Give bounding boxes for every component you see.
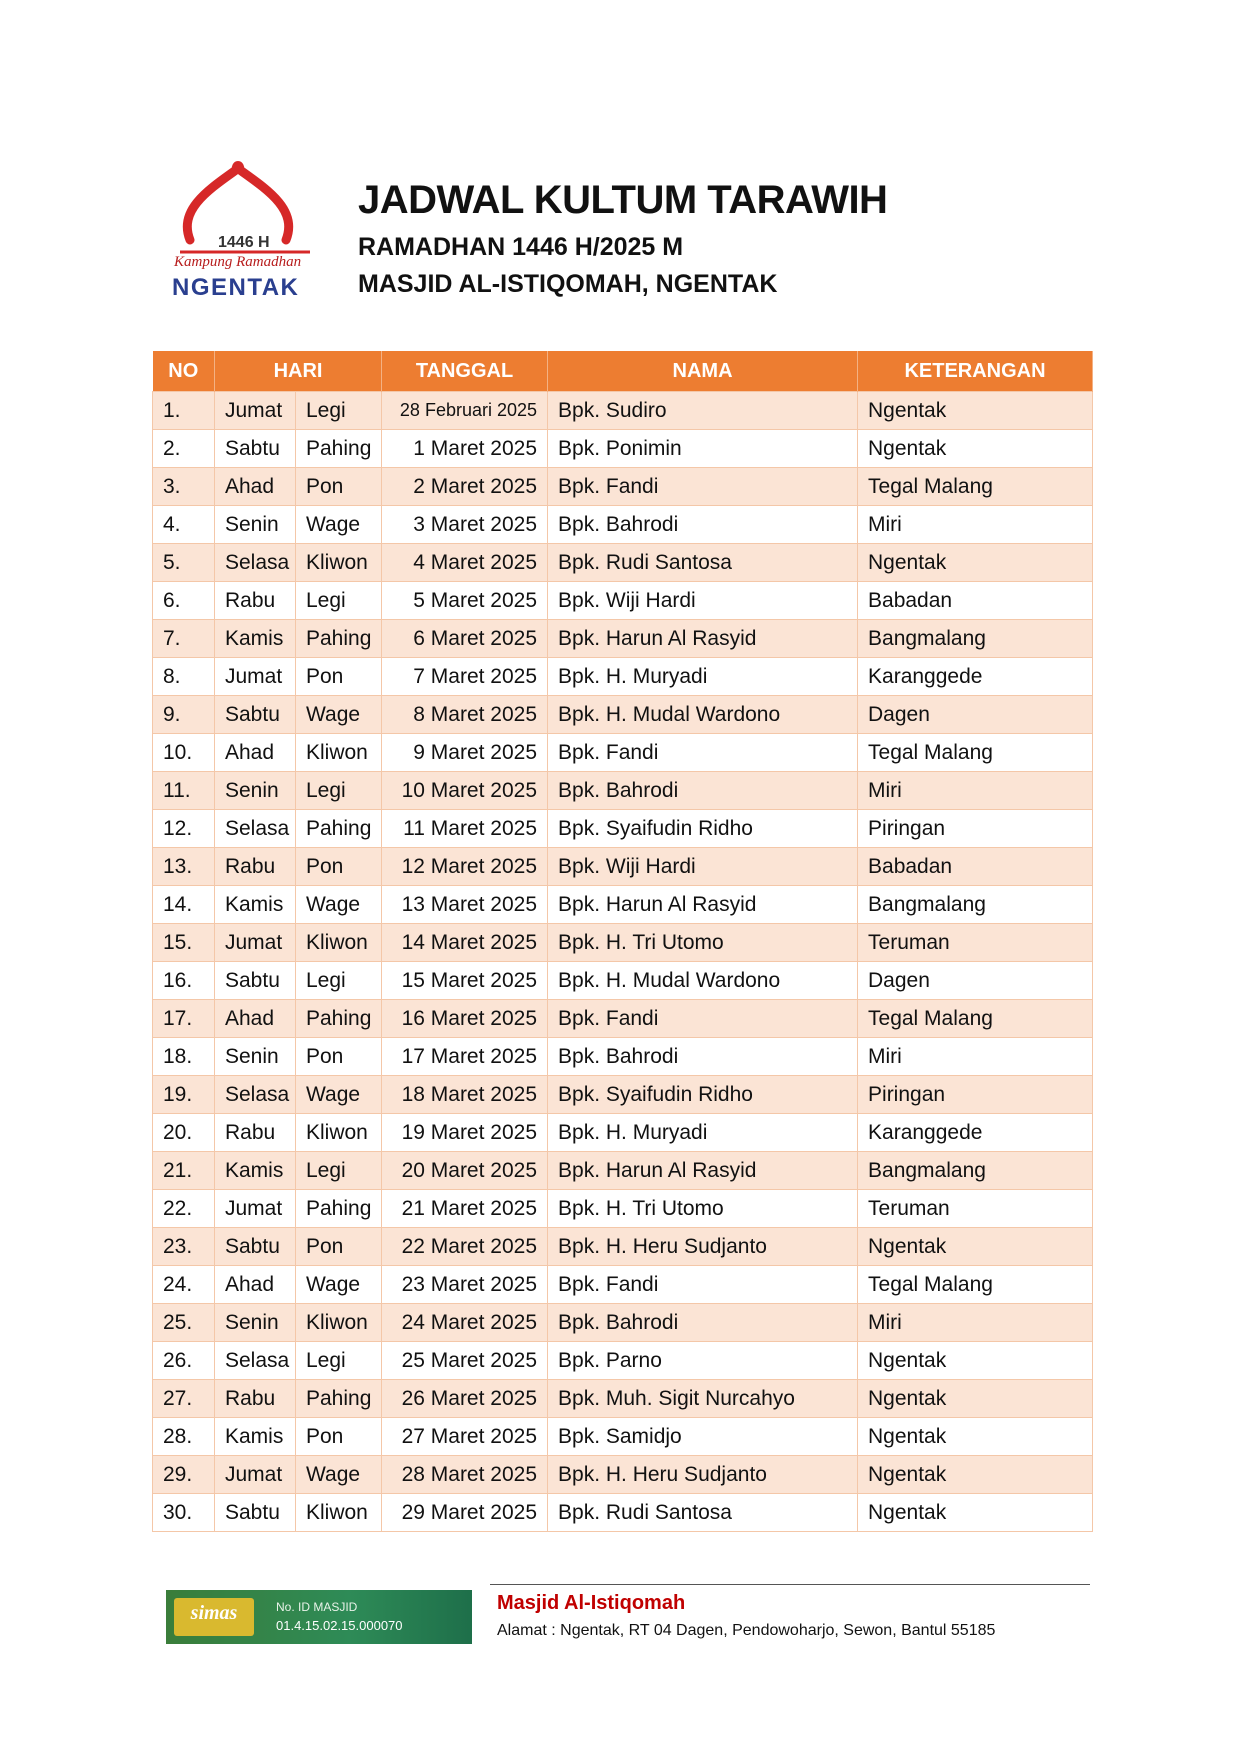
row-no: 7. [153, 620, 215, 658]
row-no: 9. [153, 696, 215, 734]
row-keterangan: Ngentak [858, 1228, 1093, 1266]
badge-label: No. ID MASJID [276, 1600, 358, 1614]
table-row [153, 1418, 1093, 1456]
row-nama: Bpk. H. Muryadi [548, 1114, 858, 1152]
row-tanggal: 15 Maret 2025 [382, 962, 548, 1000]
row-pasaran: Pon [296, 1038, 382, 1076]
row-no: 25. [153, 1304, 215, 1342]
row-keterangan: Bangmalang [858, 1152, 1093, 1190]
kampung-ramadhan-logo [158, 160, 338, 310]
row-no: 26. [153, 1342, 215, 1380]
row-tanggal: 19 Maret 2025 [382, 1114, 548, 1152]
row-tanggal: 29 Maret 2025 [382, 1494, 548, 1532]
row-hari: Jumat [215, 392, 296, 430]
table-row [153, 1304, 1093, 1342]
row-no: 17. [153, 1000, 215, 1038]
row-nama: Bpk. Harun Al Rasyid [548, 886, 858, 924]
row-pasaran: Kliwon [296, 924, 382, 962]
row-keterangan: Dagen [858, 962, 1093, 1000]
row-nama: Bpk. Parno [548, 1342, 858, 1380]
row-no: 29. [153, 1456, 215, 1494]
row-hari: Senin [215, 772, 296, 810]
row-no: 3. [153, 468, 215, 506]
row-pasaran: Pon [296, 658, 382, 696]
row-keterangan: Miri [858, 1038, 1093, 1076]
row-keterangan: Bangmalang [858, 886, 1093, 924]
row-nama: Bpk. Rudi Santosa [548, 544, 858, 582]
row-pasaran: Legi [296, 582, 382, 620]
row-no: 20. [153, 1114, 215, 1152]
table-row [153, 506, 1093, 544]
row-tanggal: 20 Maret 2025 [382, 1152, 548, 1190]
footer-divider [490, 1584, 1090, 1585]
row-pasaran: Wage [296, 1266, 382, 1304]
row-no: 22. [153, 1190, 215, 1228]
row-keterangan: Babadan [858, 848, 1093, 886]
row-hari: Ahad [215, 734, 296, 772]
row-pasaran: Pahing [296, 1000, 382, 1038]
row-tanggal: 25 Maret 2025 [382, 1342, 548, 1380]
row-pasaran: Pahing [296, 430, 382, 468]
row-nama: Bpk. Ponimin [548, 430, 858, 468]
table-row [153, 1076, 1093, 1114]
row-keterangan: Karanggede [858, 658, 1093, 696]
row-no: 30. [153, 1494, 215, 1532]
row-no: 23. [153, 1228, 215, 1266]
row-nama: Bpk. Fandi [548, 1000, 858, 1038]
row-hari: Senin [215, 1304, 296, 1342]
row-hari: Sabtu [215, 962, 296, 1000]
row-hari: Ahad [215, 468, 296, 506]
row-tanggal: 6 Maret 2025 [382, 620, 548, 658]
row-tanggal: 26 Maret 2025 [382, 1380, 548, 1418]
row-nama: Bpk. H. Heru Sudjanto [548, 1228, 858, 1266]
table-row [153, 430, 1093, 468]
row-pasaran: Wage [296, 696, 382, 734]
row-nama: Bpk. Sudiro [548, 392, 858, 430]
row-pasaran: Pahing [296, 810, 382, 848]
row-tanggal: 18 Maret 2025 [382, 1076, 548, 1114]
row-keterangan: Ngentak [858, 392, 1093, 430]
table-row [153, 962, 1093, 1000]
row-no: 6. [153, 582, 215, 620]
footer-address: Alamat : Ngentak, RT 04 Dagen, Pendowoharjo, Sewon, Bantul 55185 [497, 1622, 996, 1639]
table-row [153, 848, 1093, 886]
table-row [153, 658, 1093, 696]
row-keterangan: Ngentak [858, 1418, 1093, 1456]
row-pasaran: Legi [296, 772, 382, 810]
row-tanggal: 3 Maret 2025 [382, 506, 548, 544]
row-keterangan: Bangmalang [858, 620, 1093, 658]
row-hari: Rabu [215, 848, 296, 886]
row-tanggal: 1 Maret 2025 [382, 430, 548, 468]
table-row [153, 1000, 1093, 1038]
table-row [153, 1038, 1093, 1076]
row-keterangan: Teruman [858, 1190, 1093, 1228]
row-pasaran: Kliwon [296, 734, 382, 772]
row-pasaran: Pahing [296, 1380, 382, 1418]
table-row [153, 810, 1093, 848]
row-hari: Sabtu [215, 1228, 296, 1266]
row-tanggal: 8 Maret 2025 [382, 696, 548, 734]
row-hari: Selasa [215, 544, 296, 582]
table-row [153, 582, 1093, 620]
row-hari: Kamis [215, 1152, 296, 1190]
row-tanggal: 14 Maret 2025 [382, 924, 548, 962]
row-keterangan: Tegal Malang [858, 1000, 1093, 1038]
row-nama: Bpk. H. Tri Utomo [548, 924, 858, 962]
row-keterangan: Dagen [858, 696, 1093, 734]
simas-logo [174, 1598, 254, 1636]
row-pasaran: Kliwon [296, 544, 382, 582]
row-pasaran: Legi [296, 392, 382, 430]
row-keterangan: Piringan [858, 1076, 1093, 1114]
row-nama: Bpk. H. Mudal Wardono [548, 696, 858, 734]
row-pasaran: Wage [296, 1456, 382, 1494]
row-pasaran: Wage [296, 506, 382, 544]
row-tanggal: 22 Maret 2025 [382, 1228, 548, 1266]
row-no: 14. [153, 886, 215, 924]
row-keterangan: Tegal Malang [858, 1266, 1093, 1304]
row-no: 12. [153, 810, 215, 848]
row-tanggal: 28 Februari 2025 [382, 392, 548, 430]
row-tanggal: 28 Maret 2025 [382, 1456, 548, 1494]
row-keterangan: Ngentak [858, 1494, 1093, 1532]
row-nama: Bpk. Bahrodi [548, 772, 858, 810]
row-no: 19. [153, 1076, 215, 1114]
simas-badge [166, 1590, 472, 1644]
row-pasaran: Pahing [296, 1190, 382, 1228]
row-hari: Ahad [215, 1000, 296, 1038]
row-nama: Bpk. Fandi [548, 734, 858, 772]
row-keterangan: Miri [858, 506, 1093, 544]
row-nama: Bpk. Bahrodi [548, 1038, 858, 1076]
row-tanggal: 21 Maret 2025 [382, 1190, 548, 1228]
row-no: 27. [153, 1380, 215, 1418]
row-no: 10. [153, 734, 215, 772]
row-tanggal: 12 Maret 2025 [382, 848, 548, 886]
row-hari: Senin [215, 506, 296, 544]
footer-masjid-name: Masjid Al-Istiqomah [497, 1592, 686, 1614]
header-tanggal: TANGGAL [382, 351, 548, 392]
table-row [153, 468, 1093, 506]
row-tanggal: 17 Maret 2025 [382, 1038, 548, 1076]
row-pasaran: Wage [296, 1076, 382, 1114]
row-no: 28. [153, 1418, 215, 1456]
table-row [153, 1266, 1093, 1304]
row-nama: Bpk. H. Mudal Wardono [548, 962, 858, 1000]
row-keterangan: Tegal Malang [858, 468, 1093, 506]
table-row [153, 1342, 1093, 1380]
header-hari: HARI [215, 351, 382, 392]
row-hari: Selasa [215, 1076, 296, 1114]
row-pasaran: Kliwon [296, 1304, 382, 1342]
table-row [153, 392, 1093, 430]
row-keterangan: Tegal Malang [858, 734, 1093, 772]
logo-year: 1446 H [218, 234, 270, 251]
row-tanggal: 10 Maret 2025 [382, 772, 548, 810]
table-row [153, 924, 1093, 962]
table-row [153, 1152, 1093, 1190]
row-hari: Sabtu [215, 1494, 296, 1532]
row-hari: Kamis [215, 886, 296, 924]
row-hari: Rabu [215, 582, 296, 620]
row-no: 24. [153, 1266, 215, 1304]
masjid-id: 01.4.15.02.15.000070 [276, 1618, 403, 1633]
row-pasaran: Kliwon [296, 1114, 382, 1152]
row-keterangan: Teruman [858, 924, 1093, 962]
row-nama: Bpk. H. Tri Utomo [548, 1190, 858, 1228]
row-pasaran: Pon [296, 1418, 382, 1456]
row-hari: Kamis [215, 1418, 296, 1456]
row-nama: Bpk. H. Heru Sudjanto [548, 1456, 858, 1494]
row-pasaran: Pon [296, 468, 382, 506]
row-keterangan: Ngentak [858, 1342, 1093, 1380]
row-pasaran: Pon [296, 848, 382, 886]
row-hari: Selasa [215, 1342, 296, 1380]
row-nama: Bpk. Fandi [548, 468, 858, 506]
row-no: 16. [153, 962, 215, 1000]
table-header-row [153, 351, 1093, 392]
row-tanggal: 23 Maret 2025 [382, 1266, 548, 1304]
row-nama: Bpk. Syaifudin Ridho [548, 1076, 858, 1114]
row-hari: Jumat [215, 924, 296, 962]
row-nama: Bpk. Wiji Hardi [548, 582, 858, 620]
row-tanggal: 2 Maret 2025 [382, 468, 548, 506]
row-nama: Bpk. Samidjo [548, 1418, 858, 1456]
table-row [153, 734, 1093, 772]
logo-name: NGENTAK [172, 274, 300, 301]
row-no: 11. [153, 772, 215, 810]
row-no: 8. [153, 658, 215, 696]
row-hari: Jumat [215, 1456, 296, 1494]
row-no: 21. [153, 1152, 215, 1190]
row-hari: Rabu [215, 1380, 296, 1418]
table-row [153, 696, 1093, 734]
row-nama: Bpk. Harun Al Rasyid [548, 1152, 858, 1190]
table-row [153, 1380, 1093, 1418]
row-no: 18. [153, 1038, 215, 1076]
row-no: 1. [153, 392, 215, 430]
simas-logo-text: simas [190, 1602, 238, 1624]
row-keterangan: Karanggede [858, 1114, 1093, 1152]
table-body [153, 392, 1093, 1532]
row-no: 13. [153, 848, 215, 886]
table-row [153, 1456, 1093, 1494]
row-nama: Bpk. Bahrodi [548, 1304, 858, 1342]
row-nama: Bpk. Bahrodi [548, 506, 858, 544]
row-tanggal: 16 Maret 2025 [382, 1000, 548, 1038]
row-tanggal: 24 Maret 2025 [382, 1304, 548, 1342]
row-hari: Jumat [215, 658, 296, 696]
page-title: JADWAL KULTUM TARAWIH [358, 178, 888, 222]
row-keterangan: Ngentak [858, 430, 1093, 468]
title-block [358, 178, 887, 299]
table-row [153, 772, 1093, 810]
row-keterangan: Ngentak [858, 1456, 1093, 1494]
row-no: 15. [153, 924, 215, 962]
row-hari: Kamis [215, 620, 296, 658]
row-keterangan: Piringan [858, 810, 1093, 848]
row-pasaran: Pahing [296, 620, 382, 658]
logo-script: Kampung Ramadhan [174, 254, 302, 270]
row-tanggal: 7 Maret 2025 [382, 658, 548, 696]
row-nama: Bpk. H. Muryadi [548, 658, 858, 696]
row-hari: Rabu [215, 1114, 296, 1152]
row-pasaran: Legi [296, 1342, 382, 1380]
header-nama: NAMA [548, 351, 858, 392]
row-hari: Selasa [215, 810, 296, 848]
row-keterangan: Miri [858, 1304, 1093, 1342]
row-keterangan: Ngentak [858, 1380, 1093, 1418]
row-nama: Bpk. Fandi [548, 1266, 858, 1304]
row-pasaran: Wage [296, 886, 382, 924]
table-row [153, 620, 1093, 658]
row-no: 4. [153, 506, 215, 544]
row-tanggal: 9 Maret 2025 [382, 734, 548, 772]
schedule-table [152, 351, 1093, 1532]
row-nama: Bpk. Rudi Santosa [548, 1494, 858, 1532]
row-no: 2. [153, 430, 215, 468]
row-pasaran: Kliwon [296, 1494, 382, 1532]
row-keterangan: Babadan [858, 582, 1093, 620]
table-row [153, 544, 1093, 582]
row-pasaran: Legi [296, 962, 382, 1000]
row-hari: Sabtu [215, 430, 296, 468]
row-tanggal: 4 Maret 2025 [382, 544, 548, 582]
row-hari: Jumat [215, 1190, 296, 1228]
masjid-subtitle: MASJID AL-ISTIQOMAH, NGENTAK [358, 270, 778, 298]
row-nama: Bpk. Muh. Sigit Nurcahyo [548, 1380, 858, 1418]
table-row [153, 1228, 1093, 1266]
row-hari: Ahad [215, 1266, 296, 1304]
table-row [153, 1494, 1093, 1532]
row-tanggal: 13 Maret 2025 [382, 886, 548, 924]
table-row [153, 1190, 1093, 1228]
row-pasaran: Legi [296, 1152, 382, 1190]
header-keterangan: KETERANGAN [858, 351, 1093, 392]
row-nama: Bpk. Syaifudin Ridho [548, 810, 858, 848]
row-keterangan: Miri [858, 772, 1093, 810]
row-hari: Senin [215, 1038, 296, 1076]
table-row [153, 886, 1093, 924]
row-tanggal: 11 Maret 2025 [382, 810, 548, 848]
table-row [153, 1114, 1093, 1152]
row-nama: Bpk. Harun Al Rasyid [548, 620, 858, 658]
row-keterangan: Ngentak [858, 544, 1093, 582]
row-pasaran: Pon [296, 1228, 382, 1266]
row-tanggal: 27 Maret 2025 [382, 1418, 548, 1456]
row-tanggal: 5 Maret 2025 [382, 582, 548, 620]
row-no: 5. [153, 544, 215, 582]
row-hari: Sabtu [215, 696, 296, 734]
row-nama: Bpk. Wiji Hardi [548, 848, 858, 886]
header-no: NO [153, 351, 215, 392]
page-subtitle: RAMADHAN 1446 H/2025 M [358, 233, 684, 261]
